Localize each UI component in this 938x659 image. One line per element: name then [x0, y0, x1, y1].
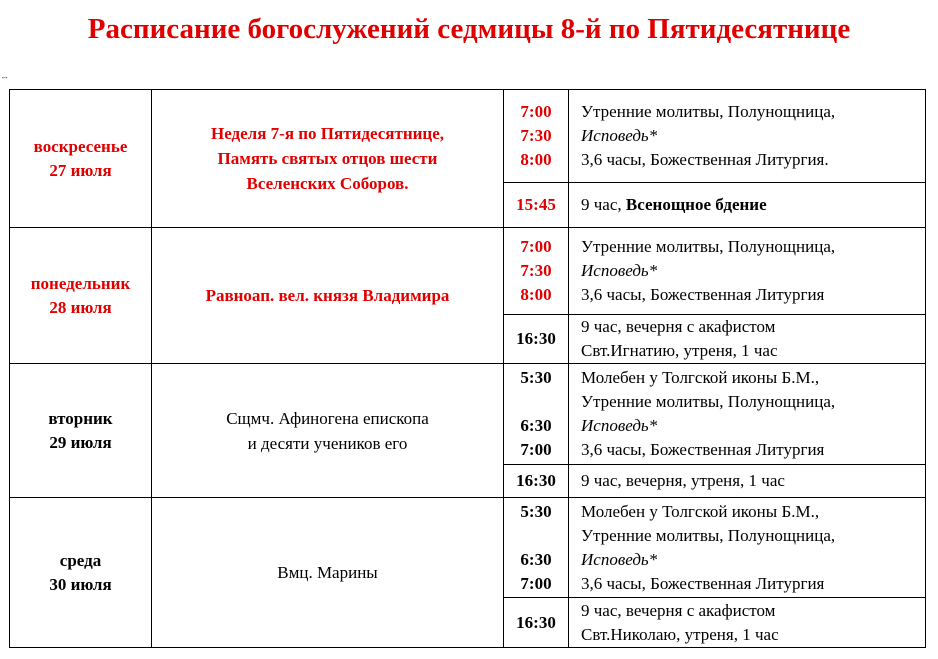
time: 6:30 — [520, 549, 552, 569]
table-row — [10, 498, 926, 598]
feast-line: Вмц. Марины — [277, 563, 378, 582]
time-cell — [504, 465, 569, 498]
time: 7:30 — [520, 261, 552, 280]
service-line: Свт.Игнатию, утреня, 1 час — [581, 341, 778, 360]
service-line: Свт.Николаю, утреня, 1 час — [581, 624, 779, 644]
time: 15:45 — [516, 195, 556, 214]
day-cell — [10, 90, 152, 228]
time-cell — [504, 315, 569, 364]
service-line: Молебен у Толгской иконы Б.М., — [581, 501, 820, 521]
service-line: Исповедь* — [581, 261, 658, 280]
time: 5:30 — [520, 368, 552, 387]
service-line: Утренние молитвы, Полунощница, — [581, 525, 836, 545]
service-line-bold: Всенощное бдение — [625, 195, 767, 214]
date: 27 июля — [49, 160, 112, 180]
date: 29 июля — [49, 432, 112, 452]
time — [504, 524, 568, 548]
service-line: 3,6 часы, Божественная Литургия. — [581, 150, 829, 169]
feast-cell — [152, 364, 504, 498]
feast-line: Вселенских Соборов. — [246, 174, 409, 193]
services-cell — [569, 183, 926, 228]
time: 16:30 — [516, 329, 556, 348]
services-cell — [569, 90, 926, 183]
weekday: понедельник — [30, 273, 131, 293]
time-cell — [504, 598, 569, 648]
service-line: 3,6 часы, Божественная Литургия — [581, 440, 825, 459]
feast-line: Неделя 7-я по Пятидесятнице, — [210, 124, 445, 143]
services-cell — [569, 315, 926, 364]
service-line: 9 час, вечерня, утреня, 1 час — [581, 471, 785, 490]
service-line: Утренние молитвы, Полунощница, — [581, 102, 836, 121]
time: 7:00 — [520, 237, 552, 256]
date: 28 июля — [49, 297, 112, 317]
service-line: Исповедь* — [581, 126, 658, 145]
feast-line: Равноап. вел. князя Владимира — [205, 286, 450, 305]
table-row — [10, 90, 926, 183]
table-row — [10, 364, 926, 465]
time — [504, 390, 568, 414]
services-cell — [569, 498, 926, 598]
day-cell — [10, 364, 152, 498]
time: 7:30 — [520, 126, 552, 145]
services-cell — [569, 465, 926, 498]
service-line: Исповедь* — [581, 549, 658, 569]
service-line: 3,6 часы, Божественная Литургия — [581, 573, 825, 593]
time: 7:00 — [520, 440, 552, 459]
weekday: вторник — [48, 408, 113, 428]
feast-line: Сщмч. Афиногена епископа — [226, 408, 429, 428]
day-cell — [10, 228, 152, 364]
service-line: 9 час, — [581, 195, 626, 214]
day-cell — [10, 498, 152, 648]
service-line: 9 час, вечерня с акафистом — [581, 600, 776, 620]
feast-line: и десяти учеников его — [247, 433, 408, 453]
time-cell — [504, 90, 569, 183]
time: 16:30 — [516, 471, 556, 490]
time-cell — [504, 183, 569, 228]
schedule-table — [9, 89, 926, 648]
weekday: среда — [59, 550, 102, 570]
feast-cell — [152, 90, 504, 228]
time: 8:00 — [520, 285, 552, 304]
table-anchor-icon[interactable]: ↔ — [0, 71, 9, 81]
time: 8:00 — [520, 150, 552, 169]
weekday: воскресенье — [33, 136, 128, 156]
time: 7:00 — [520, 102, 552, 121]
time: 6:30 — [520, 416, 552, 435]
time: 5:30 — [520, 501, 552, 521]
service-line: Утренние молитвы, Полунощница, — [581, 237, 836, 256]
time-cell — [504, 228, 569, 315]
service-line: 3,6 часы, Божественная Литургия — [581, 285, 825, 304]
time-cell — [504, 498, 569, 598]
service-line: Утренние молитвы, Полунощница, — [581, 392, 836, 411]
page-title: Расписание богослужений седмицы 8-й по Пятидесятнице — [87, 13, 851, 45]
services-cell — [569, 364, 926, 465]
service-line: 9 час, вечерня с акафистом — [581, 317, 776, 336]
time-cell — [504, 364, 569, 465]
date: 30 июля — [49, 574, 112, 594]
feast-cell — [152, 228, 504, 364]
time: 16:30 — [516, 612, 556, 632]
services-cell — [569, 228, 926, 315]
service-line: Исповедь* — [581, 416, 658, 435]
service-line: Молебен у Толгской иконы Б.М., — [581, 368, 820, 387]
time: 7:00 — [520, 573, 552, 593]
table-row — [10, 228, 926, 315]
feast-line: Память святых отцов шести — [217, 149, 438, 168]
services-cell — [569, 598, 926, 648]
feast-cell — [152, 498, 504, 648]
